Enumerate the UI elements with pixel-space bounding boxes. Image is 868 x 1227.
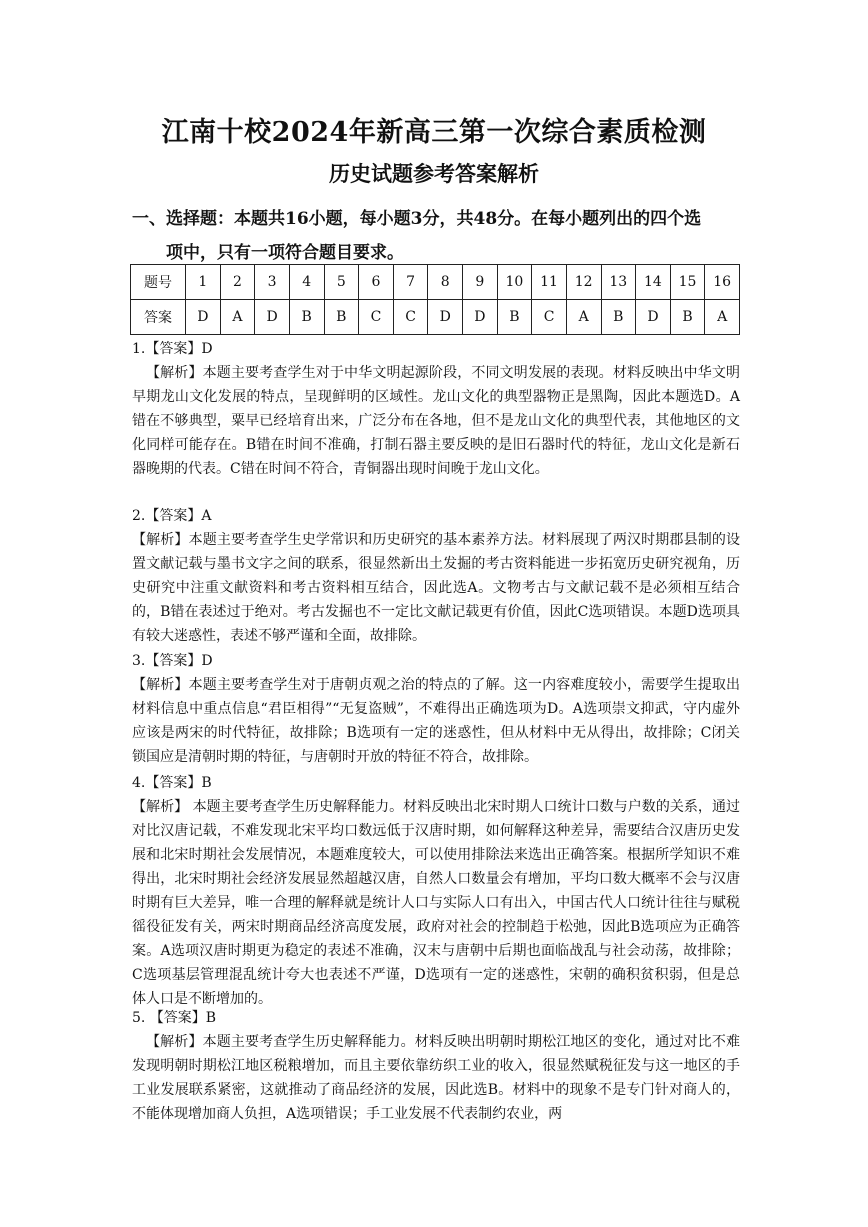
explanation-text: 【解析】本题主要考查学生历史解释能力。材料反映出明朝时期松江地区的变化，通过对比不难发现明朝时期松江地区税粮增加，而且主要依靠纺织工业的收入，很显然赋税征发与这一地区的手工业发展联系紧密，这就推动了商品经济的发展，因此选B。材料中的现象不是专门针对商人的，不能体现增加商人负担，A选项错误；手工业发展不代表制约农业，两 bbox=[132, 1034, 740, 1122]
question-explanation-4 bbox=[132, 771, 740, 1011]
question-explanation-1 bbox=[132, 337, 740, 481]
explanation-text: 【解析】 本题主要考查学生历史解释能力。材料反映出北宋时期人口统计口数与户数的关系，通过对比汉唐记载，不难发现北宋平均口数远低于汉唐时期，如何解释这种差异，需要结合汉唐历史发展和北宋时期社会发展情况，本题难度较大，可以使用排除法来选出正确答案。根据所学知识不难得出，北宋时期社会经济发展显然超越汉唐，自然人口数量会有增加，平均口数大概率不会与汉唐时期有巨大差异，唯一合理的解释就是统计人口与实际人口有出入，中国古代人口统计往往与赋税徭役征发有关，两宋时期商品经济高度发展，政府对社会的控制趋于松弛，因此B选项应为正确答案。A选项汉唐时期更为稳定的表述不准确，汉末与唐朝中后期也面临战乱与社会动荡，故排除；C选项基层管理混乱统计夸大也表述不严谨，D选项有一定的迷惑性，宋朝的确积贫积弱，但是总体人口是不断增加的。 bbox=[132, 799, 740, 1007]
question-number: 3 bbox=[255, 265, 290, 300]
explanation-text: 【解析】本题主要考查学生对于中华文明起源阶段，不同文明发展的表现。材料反映出中华文明早期龙山文化发展的特点，呈现鲜明的区域性。龙山文化的典型器物正是黑陶，因此本题选D。A错在不够典型，粟早已经培育出来，广泛分布在各地，但不是龙山文化的典型代表，其他地区的文化同样可能存在。B错在时间不准确，打制石器主要反映的是旧石器时代的特征，龙山文化是新石器晚期的代表。C错在时间不符合，青铜器出现时间晚于龙山文化。 bbox=[132, 365, 740, 477]
question-number: 10 bbox=[497, 265, 532, 300]
answer-cell: B bbox=[324, 300, 359, 335]
question-number: 4 bbox=[289, 265, 324, 300]
answer-label: 2.【答案】A bbox=[132, 508, 212, 524]
answer-cell: C bbox=[393, 300, 428, 335]
answer-cell: D bbox=[428, 300, 463, 335]
answer-cell: B bbox=[289, 300, 324, 335]
answer-table-answer-row bbox=[131, 300, 740, 335]
answer-cell: C bbox=[532, 300, 567, 335]
answer-cell: B bbox=[601, 300, 636, 335]
answer-label: 4.【答案】B bbox=[132, 775, 212, 791]
answer-cell: D bbox=[636, 300, 671, 335]
question-number: 16 bbox=[705, 265, 740, 300]
question-number: 13 bbox=[601, 265, 636, 300]
answer-cell: D bbox=[186, 300, 221, 335]
question-number: 8 bbox=[428, 265, 463, 300]
question-number: 2 bbox=[220, 265, 255, 300]
question-number: 7 bbox=[393, 265, 428, 300]
answer-cell: A bbox=[566, 300, 601, 335]
question-explanation-3 bbox=[132, 649, 740, 769]
answer-cell: B bbox=[670, 300, 705, 335]
question-number: 15 bbox=[670, 265, 705, 300]
question-explanation-2 bbox=[132, 504, 740, 648]
answer-row-label: 答案 bbox=[131, 300, 186, 335]
explanation-text: 【解析】本题主要考查学生史学常识和历史研究的基本素养方法。材料展现了两汉时期郡县制的设置文献记载与墨书文字之间的联系，很显然新出土发掘的考古资料能进一步拓宽历史研究视角，历史研究中注重文献资料和考古资料相互结合，因此选A。文物考古与文献记载不是必须相互结合的，B错在表述过于绝对。考古发掘也不一定比文献记载更有价值，因此C选项错误。本题D选项具有较大迷惑性，表述不够严谨和全面，故排除。 bbox=[132, 532, 740, 644]
page-title: 江南十校2024年新高三第一次综合素质检测 bbox=[161, 117, 707, 148]
answer-cell: C bbox=[359, 300, 394, 335]
answer-table-number-row bbox=[131, 265, 740, 300]
answer-cell: A bbox=[220, 300, 255, 335]
section-heading-line2: 项中，只有一项符合题目要求。 bbox=[166, 243, 404, 263]
question-number: 6 bbox=[359, 265, 394, 300]
answer-label: 1.【答案】D bbox=[132, 341, 213, 357]
question-number: 5 bbox=[324, 265, 359, 300]
question-number: 14 bbox=[636, 265, 671, 300]
question-number: 1 bbox=[186, 265, 221, 300]
question-number: 12 bbox=[566, 265, 601, 300]
question-explanation-5 bbox=[132, 1006, 740, 1126]
answer-label: 5. 【答案】B bbox=[132, 1010, 217, 1026]
explanation-text: 【解析】本题主要考查学生对于唐朝贞观之治的特点的了解。这一内容难度较小，需要学生提取出材料信息中重点信息“君臣相得”“无复盗贼”，不难得出正确选项为D。A选项崇文抑武，守内虚外应该是两宋的时代特征，故排除；B选项有一定的迷惑性，但从材料中无从得出，故排除；C闭关锁国应是清朝时期的特征，与唐朝时开放的特征不符合，故排除。 bbox=[132, 677, 740, 765]
answer-cell: B bbox=[497, 300, 532, 335]
section-heading bbox=[132, 202, 742, 270]
question-number: 9 bbox=[463, 265, 498, 300]
answer-cell: D bbox=[255, 300, 290, 335]
answer-cell: A bbox=[705, 300, 740, 335]
page-subtitle: 历史试题参考答案解析 bbox=[329, 161, 539, 186]
section-heading-line1: 一、选择题：本题共16小题，每小题3分，共48分。在每小题列出的四个选 bbox=[132, 209, 702, 229]
number-row-label: 题号 bbox=[131, 265, 186, 300]
answer-cell: D bbox=[463, 300, 498, 335]
answer-label: 3.【答案】D bbox=[132, 653, 213, 669]
answer-table bbox=[130, 264, 740, 335]
question-number: 11 bbox=[532, 265, 567, 300]
